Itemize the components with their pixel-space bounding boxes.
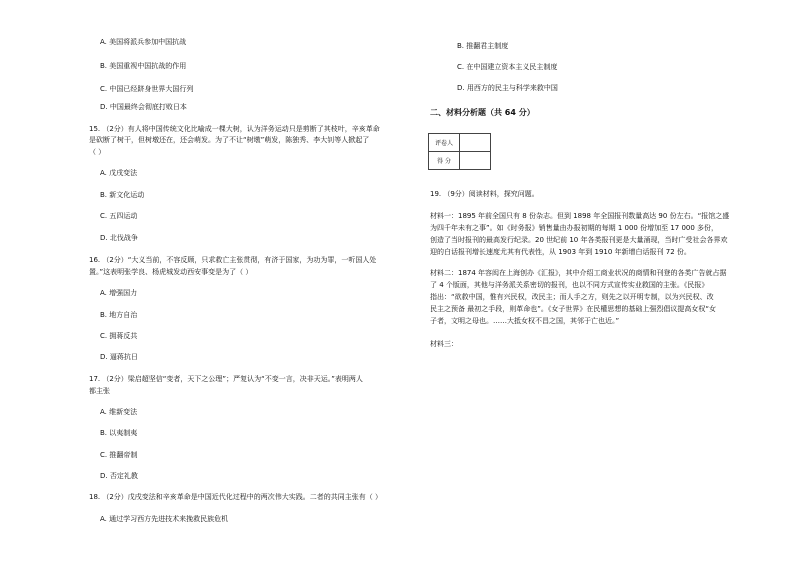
q16-option-c: C. 拥蒋反共 — [100, 332, 138, 340]
score-table-cell: 得 分 — [429, 152, 460, 170]
q14-option-d: D. 中国最终会彻底打败日本 — [100, 103, 187, 111]
material2-line: 了 4 个版面，其他与洋务派关系密切的报刊，也以不同方式宣传实业救国的主张。《民报》 — [430, 281, 709, 289]
section-title: 二、材料分析题（共 64 分） — [430, 108, 535, 117]
q18-option-c: C. 在中国建立资本主义民主制度 — [457, 63, 558, 71]
q15-stem-line: （ ） — [89, 148, 106, 156]
q16-option-d: D. 逼蒋抗日 — [100, 353, 138, 361]
q17-stem-line: 都主张 — [89, 387, 110, 395]
score-table-cell: 评卷人 — [429, 134, 460, 152]
q18-option-d: D. 用西方的民主与科学来救中国 — [457, 84, 558, 92]
q16-stem-line: 置。”这表明张学良、杨虎城发动西安事变是为了（ ） — [89, 268, 253, 276]
score-table-row — [429, 152, 491, 170]
q16-stem-line: 16. （2分）“大义当前，不容反顾，只求救亡主张贯彻，有济于国家，为功为罪，一听国人处 — [89, 256, 377, 264]
q14-option-a: A. 美国将派兵参加中国抗战 — [100, 38, 187, 46]
q15-option-b: B. 新文化运动 — [100, 191, 145, 199]
q17-option-c: C. 推翻帝制 — [100, 451, 138, 459]
material2-line: 子者，文明之母也。……大抵女权不昌之国，其邻于亡也近。” — [430, 317, 620, 325]
q14-option-c: C. 中国已经跻身世界大国行列 — [100, 85, 194, 93]
material1-line: 创造了当时报刊的最高发行纪录。20 世纪前 10 年各类报刊更是大量涌现，当时广受社会各界欢 — [430, 236, 728, 244]
material1-line: 迎的白话报刊增长速度尤其有代表性，从 1903 年到 1910 年新增白话报刊 72 份。 — [430, 248, 691, 256]
q15-stem-line: 是砍断了树干，但树墩还在，还会萌发。为了不让“树墩”萌发，陈独秀、李大钊等人掀起了 — [89, 136, 370, 144]
q15-stem-line: 15. （2分）有人将中国传统文化比喻成一棵大树，认为洋务运动只是剪断了其枝叶，辛亥革命 — [89, 125, 380, 133]
material1-line: 为四千年未有之事”。如《时务报》销售量由办报初期的每期 1 000 份增加至 17 000 多份， — [430, 224, 719, 232]
material2-line: 材料二：1874 年容闳在上海创办《汇报》，其中介绍工商业状况的商情和刊登的各类广告就占据 — [430, 269, 727, 277]
q19-stem: 19. （9分）阅读材料，探究问题。 — [430, 190, 539, 198]
q15-option-d: D. 北伐战争 — [100, 234, 138, 242]
q17-stem-line: 17. （2分）梁启超坚信“变者，天下之公理”；严复认为“不变一言，决非天运。”表明两人 — [89, 375, 363, 383]
q15-option-a: A. 戊戌变法 — [100, 169, 138, 177]
material2-line: 指出：“欲救中国，惟有兴民权，改民主；而人手之方，则先之以开明专制，以为兴民权、改 — [430, 293, 714, 301]
q18-option-b: B. 推翻君主制度 — [457, 42, 509, 50]
q16-option-b: B. 地方自治 — [100, 311, 138, 319]
material3-label: 材料三： — [430, 340, 458, 348]
score-table-cell — [460, 152, 491, 170]
q18-stem-line: 18. （2分）戊戌变法和辛亥革命是中国近代化过程中的两次伟大实践。二者的共同主张有（ ） — [89, 493, 383, 501]
q17-option-a: A. 维新变法 — [100, 408, 138, 416]
score-table-row — [429, 134, 491, 152]
score-table — [428, 133, 491, 170]
q15-option-c: C. 五四运动 — [100, 212, 138, 220]
q17-option-d: D. 否定礼教 — [100, 472, 138, 480]
material1-line: 材料一：1895 年前全国只有 8 份杂志。但到 1898 年全国报刊数量高达 90 份左右。“报馆之盛 — [430, 212, 730, 220]
q17-option-b: B. 以夷制夷 — [100, 429, 138, 437]
material2-line: 民主之预备 最初之手段，则革命也”。《女子世界》在民權思想的基础上强烈倡议提高女权“女 — [430, 305, 716, 313]
q14-option-b: B. 美国重视中国抗战的作用 — [100, 62, 187, 70]
q18-option-a: A. 通过学习西方先进技术来挽救民族危机 — [100, 515, 229, 523]
q16-option-a: A. 增强国力 — [100, 289, 138, 297]
score-table-cell — [460, 134, 491, 152]
